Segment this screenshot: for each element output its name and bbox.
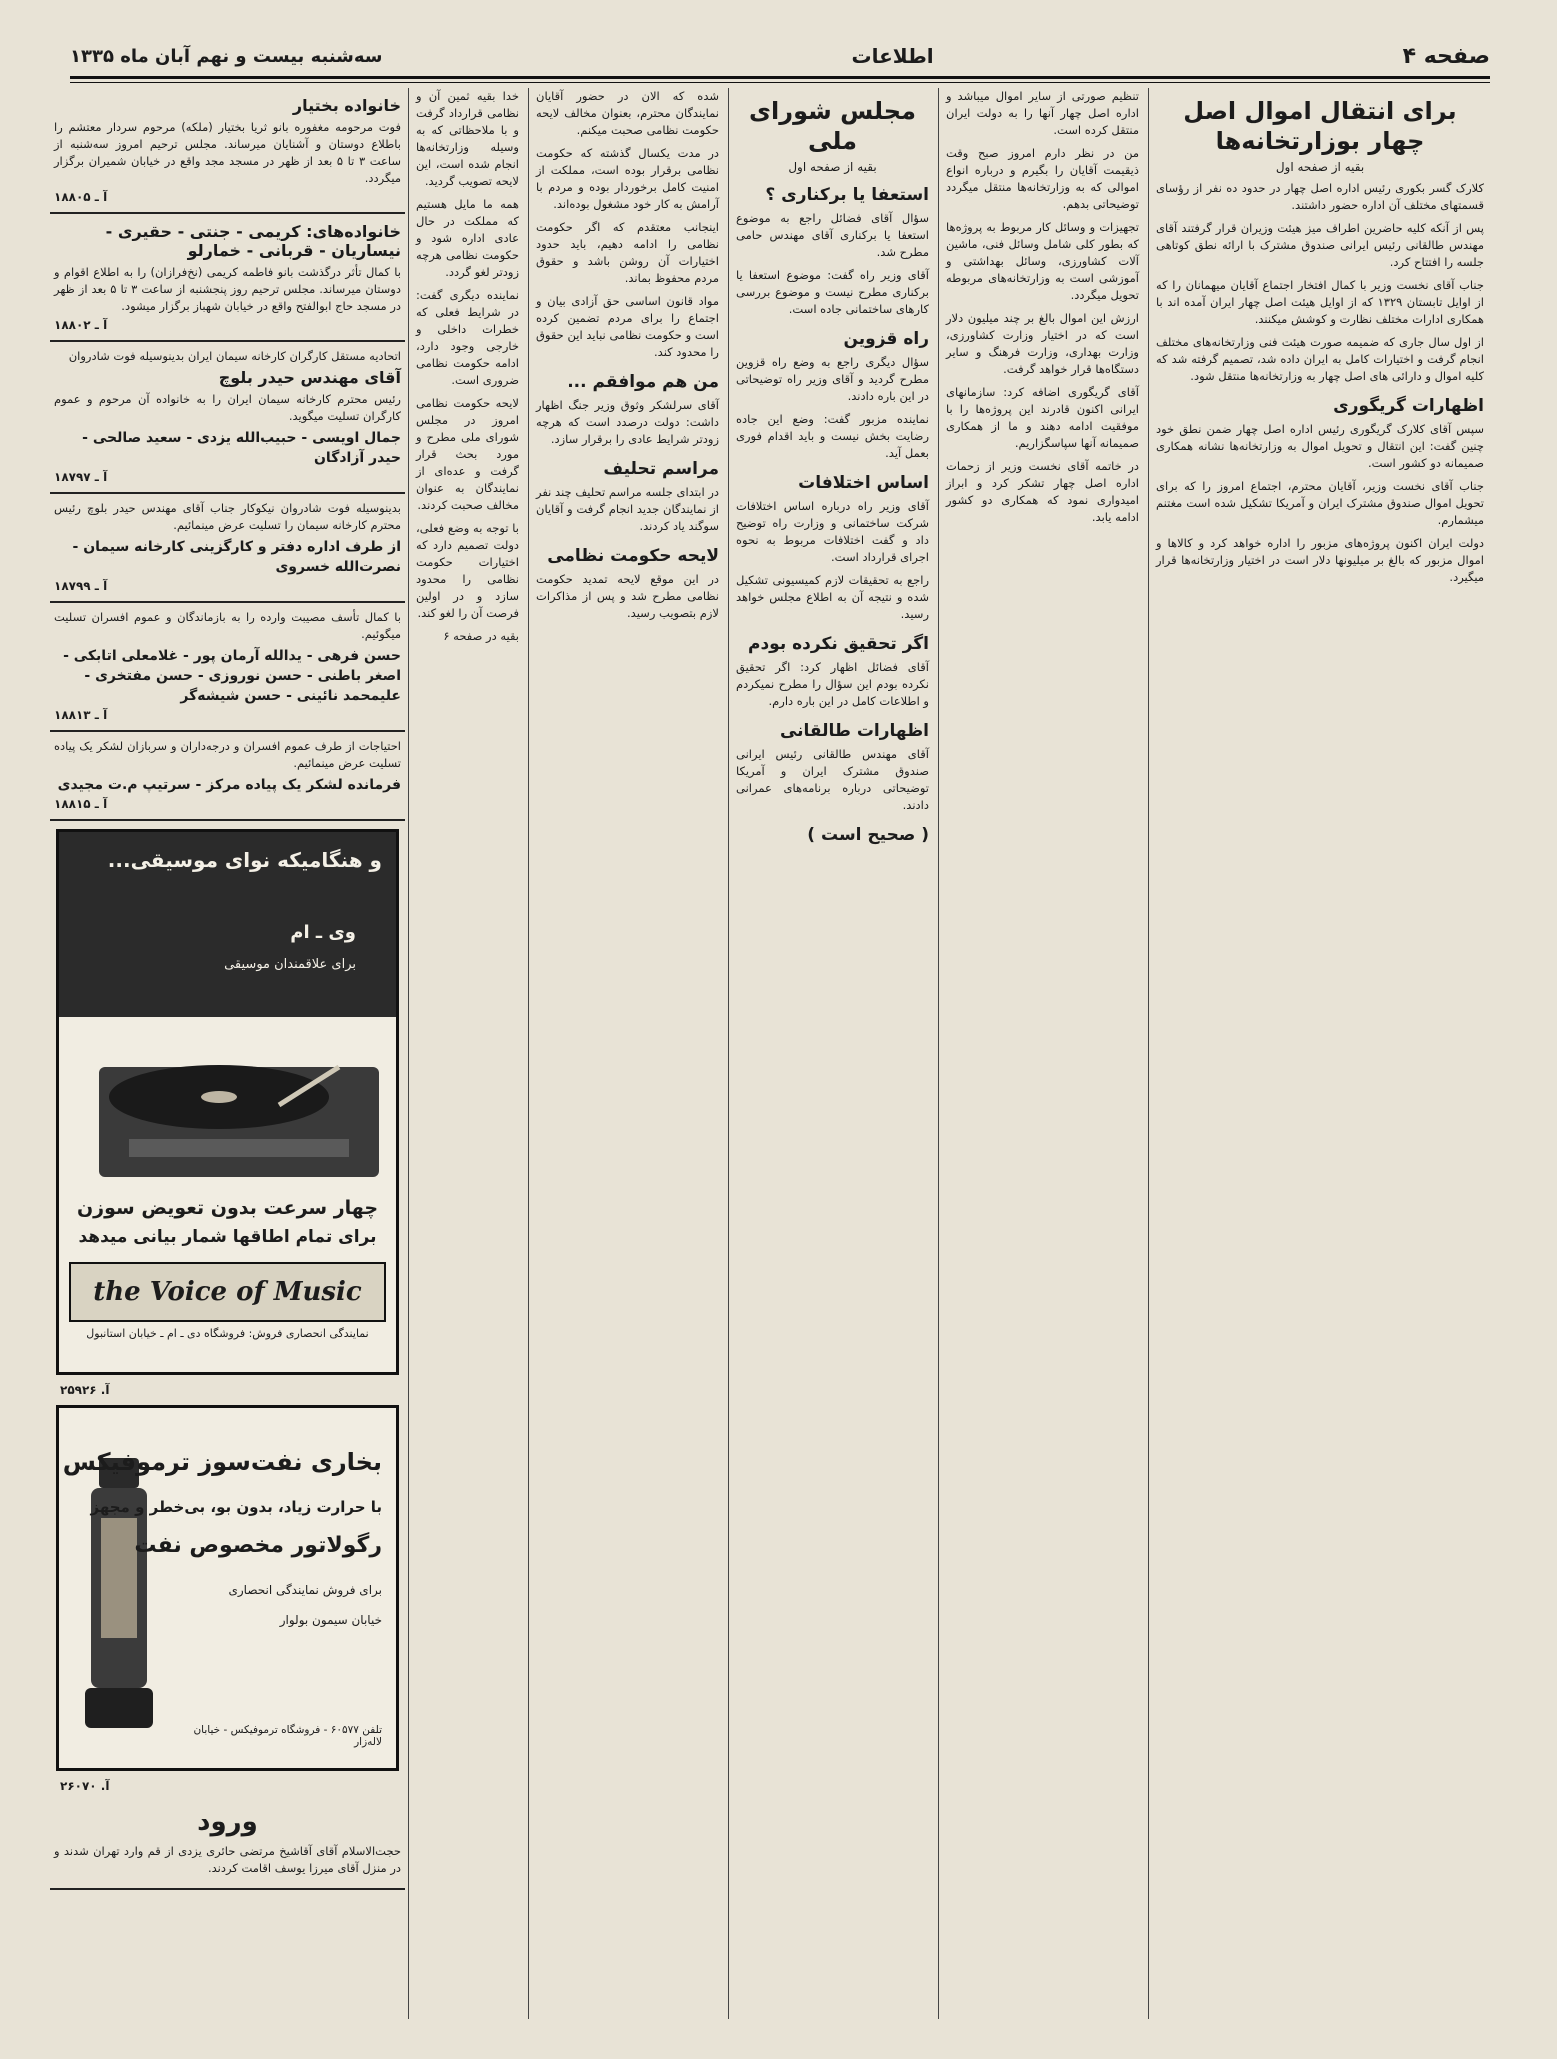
paragraph: ارزش این اموال بالغ بر چند میلیون دلار است که در اختیار وزارت کشاورزی، وزارت بهداری، وزارت فرهنگ و سایر دستگاه‌ها قرار خواهد گرفت.: [946, 311, 1139, 376]
heater-ad: [56, 1405, 399, 1771]
column-main-story: [1150, 88, 1490, 2019]
page-header: [70, 30, 1490, 82]
paragraph: دولت ایران اکنون پروژه‌های مزبور را اداره خواهد کرد و کالاها و اموال مزبور که بالغ بر میلیونها دلار است در اختیار وزارتخانه‌ها قرار میگیرد.: [1156, 536, 1484, 584]
ad-slogan: و هنگامیکه نوای موسیقی...: [107, 848, 382, 872]
ad-line: برای فروش نمایندگی انحصاری: [228, 1583, 382, 1597]
paragraph: سؤال آقای فضائل راجع به موضوع استعفا یا برکناری آقای مهندس حامی مطرح شد.: [736, 211, 929, 259]
subhead-qazvin-road: راه قزوین: [843, 329, 929, 349]
ad-model-sub: برای علاقمندان موسیقی: [224, 957, 356, 972]
notice-code: آ ـ ۱۸۸۰۵: [54, 190, 108, 204]
subhead-correct: ( صحیح است ): [807, 825, 929, 845]
subhead-disagreements: اساس اختلافات: [798, 473, 929, 493]
notice-signatories: جمال اویسی - حبیب‌الله یزدی - سعید صالحی - حیدر آزادگان: [82, 430, 401, 466]
paragraph: آقای فضائل اظهار کرد: اگر تحقیق نکرده بودم این سؤال را مطرح نمیکردم و اطلاعات کامل در این باره دارم.: [736, 660, 929, 708]
paragraph: آقای مهندس طالقانی رئیس ایرانی صندوق مشترک ایران و آمریکا توضیحاتی درباره برنامه‌های عمرانی دادند.: [736, 747, 929, 812]
ad-line: تلفن ۶۰۵۷۷ - فروشگاه ترموفیکس - خیابان لاله‌زار: [193, 1724, 382, 1748]
notice-body: رئیس محترم کارخانه سیمان ایران را به خانواده آن مرحوم و عموم کارگران تسلیت میگوید.: [54, 392, 401, 423]
ad-headline: چهار سرعت بدون تعویض سوزن: [76, 1197, 379, 1219]
subhead-agree: من هم موافقم ...: [567, 372, 719, 392]
notice-title: خانواده‌های: کریمی - جنتی - حقیری - نیساریان - قربانی - خمارلو: [105, 222, 401, 260]
notice-lead: احتیاجات از طرف عموم افسران و درجه‌داران و سربازان لشکر یک پیاده تسلیت عرض مینمائیم.: [54, 739, 401, 770]
ad-model: وی ـ ام: [290, 922, 356, 943]
notice-body: فوت مرحومه مغفوره بانو ثریا بختیار (ملکه) مرحوم سردار معتشم را باطلاع دوستان و آشنایان میرساند. مجلس ترحیم امروز سه‌شنبه از ساعت ۳ تا ۵ بعد از ظهر در مسجد مجد واقع در خیابان شمیران برگزار میگردد.: [54, 120, 401, 185]
condolence-notice: [50, 732, 405, 821]
notice-code: آ ـ ۱۸۸۰۲: [54, 318, 108, 332]
column-divider: [938, 88, 939, 2019]
paragraph: در خاتمه آقای نخست وزیر از زحمات اداره اصل چهار تشکر کرد و ابراز امیدواری نمود که همکاری دو کشور ادامه یابد.: [946, 459, 1139, 524]
paragraph: آقای سرلشکر وثوق وزیر جنگ اظهار داشت: دولت درصدد است که هرچه زودتر شرایط عادی را برقرار سازد.: [536, 398, 719, 446]
notice-body: با کمال تأثر درگذشت بانو فاطمه کریمی (نخ‌فرازان) را به اطلاع اقوام و دوستان میرساند. مجلس ترحیم روز پنجشنبه از ساعت ۳ تا ۵ بعد از ظهر در مسجد حاج ابوالفتح واقع در خیابان شهباز برگزار میشود.: [54, 265, 401, 313]
heater-illustration: [79, 1448, 159, 1748]
paragraph: همه ما مایل هستیم که مملکت در حال عادی اداره شود و حکومت نظامی هرچه زودتر لغو گردد.: [416, 197, 519, 279]
notice-signatories: حسن فرهی - یدالله آرمان پور - غلامعلی اتابکی - اصغر باطنی - حسن نوروزی - حسن مفتخری - علیمحمد نائینی - حسن شیشه‌گر: [63, 648, 401, 704]
paragraph: نماینده مزبور گفت: وضع این جاده رضایت بخش نیست و باید اقدام فوری بعمل آید.: [736, 412, 929, 460]
notice-lead: با کمال تأسف مصیبت وارده را به بازماندگان و عموم افسران تسلیت میگوئیم.: [54, 610, 401, 641]
paragraph: تجهیزات و وسائل کار مربوط به پروژه‌ها که بطور کلی شامل وسائل فنی، ماشین آلات کشاورزی، وسائل بهداشتی و آموزشی است به وزارتخانه‌های مربوطه تحویل میگردد.: [946, 220, 1139, 302]
obituary-notice: [50, 88, 405, 214]
column-martial-law-continued: [410, 88, 525, 2019]
subhead-investigation: اگر تحقیق نکرده بودم: [747, 634, 929, 654]
paragraph: تنظیم صورتی از سایر اموال میباشد و اداره اصل چهار آنها را به دولت ایران منتقل کرده است.: [946, 89, 1139, 137]
paragraph: شده که الان در حضور آقایان نمایندگان محترم، بعنوان مخالف لایحه حکومت نظامی صحبت میکنم.: [536, 89, 719, 137]
notice-name: آقای مهندس حیدر بلوچ: [218, 368, 401, 387]
subhead-gregory: اظهارات گریگوری: [1333, 396, 1484, 416]
notice-lead: بدینوسیله فوت شادروان نیکوکار جناب آقای مهندس حیدر بلوچ رئیس محترم کارخانه سیمان را تسلیت عرض مینمائیم.: [54, 501, 401, 532]
paragraph: سپس آقای کلارک گریگوری رئیس اداره اصل چهار ضمن نطق خود چنین گفت: این انتقال و تحویل اموال به وزارتخانه‌ها نشانه همکاری صمیمانه دو کشور است.: [1156, 422, 1484, 470]
ad-line: خیابان سیمون بولوار: [279, 1613, 382, 1627]
continued-label: بقیه از صفحه اول: [788, 160, 877, 174]
heater-base: [85, 1688, 153, 1728]
notice-code: آ ـ ۱۸۸۱۵: [54, 797, 108, 811]
header-rule-thin: [70, 82, 1490, 83]
paragraph: نماینده دیگری گفت: در شرایط فعلی که خطرات داخلی و خارجی وجود دارد، ادامه حکومت نظامی ضروری است.: [416, 288, 519, 387]
turntable-front: [129, 1139, 349, 1157]
arrival-notice: [50, 1795, 405, 1890]
ad-code: آ. ۲۵۹۲۶: [60, 1383, 110, 1397]
paragraph: پس از آنکه کلیه حاضرین اطراف میز هیئت وزیران قرار گرفتند آقای مهندس طالقانی رئیس ایرانی صندوق مشترک با ارائه نطق کوتاهی جلسه را افتتاح کرد.: [1156, 221, 1484, 269]
headline-parliament: مجلس شورای ملی: [749, 97, 916, 155]
column-story-continued: [940, 88, 1145, 2019]
column-notices-ads: [50, 88, 405, 2019]
heater-window: [101, 1518, 137, 1638]
voice-of-music-logo: the Voice of Music: [69, 1262, 386, 1322]
notice-signatories: از طرف اداره دفتر و کارگزینی کارخانه سیمان - نصرت‌الله خسروی: [72, 539, 401, 575]
continued-label: بقیه از صفحه اول: [1275, 160, 1365, 174]
ad-title: بخاری نفت‌سوز ترموفیکس: [62, 1448, 382, 1476]
column-divider: [1148, 88, 1149, 2019]
ad-line: رگولاتور مخصوص نفت: [134, 1533, 382, 1558]
headline-asset-transfer: برای انتقال اموال اصل چهار بوزارتخانه‌ها: [1183, 97, 1457, 155]
notice-lead: اتحادیه مستقل کارگران کارخانه سیمان ایران بدینوسیله فوت شادروان: [68, 349, 401, 363]
subhead-taleghani: اظهارات طالقانی: [779, 721, 929, 741]
paragraph: کلارک گسر بکوری رئیس اداره اصل چهار در حدود ده نفر از رؤسای قسمتهای مختلف آن اداره حضور داشتند.: [1156, 181, 1484, 212]
subhead-resignation: استعفا یا برکناری ؟: [765, 185, 929, 205]
arrival-title: ورود: [197, 1807, 258, 1837]
header-rule: [70, 76, 1490, 79]
issue-date: سه‌شنبه بیست و نهم آبان ماه ۱۳۳۵: [70, 45, 383, 67]
paragraph: آقای گریگوری اضافه کرد: سازمانهای ایرانی اکنون قادرند این پروژه‌ها را با موفقیت ادامه دهند و ما از همکاری صمیمانه آنها سپاسگزاریم.: [946, 385, 1139, 450]
paragraph: لایحه حکومت نظامی امروز در مجلس شورای ملی مطرح و مورد بحث قرار گرفت و عده‌ای از نمایندگان به عنوان مخالف صحبت کردند.: [416, 396, 519, 512]
condolence-notice: [50, 603, 405, 732]
obituary-notice: [50, 214, 405, 342]
notice-title: خانواده بختیار: [292, 96, 401, 115]
newspaper-name: اطلاعات: [851, 44, 934, 68]
paragraph: آقای وزیر راه گفت: موضوع استعفا یا برکناری مطرح نیست و موضوع بررسی کارهای ساختمانی جاده است.: [736, 268, 929, 316]
paragraph: اینجانب معتقدم که اگر حکومت نظامی را ادامه دهیم، باید حدود اختیارات آن روشن باشد و حقوق مردم محفوظ بماند.: [536, 220, 719, 285]
paragraph: مواد قانون اساسی حق آزادی بیان و اجتماع را برای مردم تضمین کرده است و حکومت نظامی نباید این حقوق را محدود کند.: [536, 294, 719, 359]
column-divider: [408, 88, 409, 2019]
notice-signatories: فرمانده لشکر یک پیاده مرکز - سرتیپ م.ت مجیدی: [57, 777, 401, 793]
record-player-ad: [56, 829, 399, 1375]
column-parliament: [730, 88, 935, 2019]
ad-headline-2: برای تمام اطاقها شمار بیانی میدهد: [78, 1227, 377, 1247]
paragraph: آقای وزیر راه درباره اساس اختلافات شرکت ساختمانی و وزارت راه توضیح داد و گفت اختلافات مربوط به نحوه اجرای قرارداد است.: [736, 499, 929, 564]
paragraph: سؤال دیگری راجع به وضع راه قزوین مطرح گردید و آقای وزیر راه توضیحاتی در این باره دادند.: [736, 355, 929, 403]
turntable-illustration: [89, 1027, 389, 1187]
arrival-body: حجت‌الاسلام آقای آقاشیخ مرتضی حائری یزدی از قم وارد تهران شدند و در منزل آقای میرزا یوسف اقامت کردند.: [54, 1844, 401, 1875]
paragraph: خدا بقیه ثمین آن و نظامی قرارداد گرفت و با ملاحظاتی که به وسیله وزارتخانه‌ها انجام شده است، این لایحه تصویب گردید.: [416, 89, 519, 188]
paragraph: جناب آقای نخست وزیر با کمال افتخار اجتماع آقایان میهمانان را که از اوایل تابستان ۱۳۲۹ که از اوایل هیئت اصل چهار ایران آمده اند با همکاری ادارات مختلف نظارت و کوشش میکنند.: [1156, 278, 1484, 326]
ad-dark-panel: [59, 832, 396, 1017]
ad-dealer: نمایندگی انحصاری فروش: فروشگاه دی ـ ام ـ خیابان استانبول: [86, 1327, 369, 1340]
paragraph: راجع به تحقیقات لازم کمیسیونی تشکیل شده و نتیجه آن به اطلاع مجلس خواهد رسید.: [736, 573, 929, 621]
column-divider: [728, 88, 729, 2019]
paragraph: جناب آقای نخست وزیر، آقایان محترم، اجتماع امروز را که برای تحویل اموال صندوق مشترک ایران و آمریکا تشکیل شده است مغتنم میشمارم.: [1156, 479, 1484, 527]
column-martial-law: [530, 88, 725, 2019]
paragraph: با توجه به وضع فعلی، دولت تصمیم دارد که اختیارات حکومت نظامی را محدود سازد و در اولین فرصت آن را لغو کند.: [416, 521, 519, 620]
subhead-martial-law-bill: لایحه حکومت نظامی: [547, 546, 719, 566]
column-divider: [528, 88, 529, 2019]
paragraph: از اول سال جاری که ضمیمه صورت هیئت فنی وزارتخانه‌های مختلف انجام گرفت و اختیارات کامل به ایران داده شد، تصمیم گرفته شد که کلیه اموال و دارائی های اصل چهار به وزارتخانه‌ها منتقل شود.: [1156, 335, 1484, 383]
ad-line: با حرارت زیاد، بدون بو، بی‌خطر و مجهز: [90, 1498, 382, 1516]
notice-code: آ ـ ۱۸۸۱۳: [54, 708, 108, 722]
record-label: [201, 1091, 237, 1103]
ad-code: آ. ۲۶۰۷۰: [60, 1779, 110, 1793]
paragraph: در مدت یکسال گذشته که حکومت نظامی برقرار بوده است، مملکت از امنیت کامل برخوردار بوده و مردم با آرامش به کار خود مشغول بوده‌اند.: [536, 146, 719, 211]
notice-code: آ ـ ۱۸۷۹۹: [54, 579, 108, 593]
subhead-oath: مراسم تحلیف: [603, 459, 719, 479]
condolence-notice: [50, 494, 405, 603]
paragraph: در این موقع لایحه تمدید حکومت نظامی مطرح شد و پس از مذاکرات لازم بتصویب رسید.: [536, 572, 719, 620]
condolence-notice: [50, 342, 405, 494]
notice-code: آ ـ ۱۸۷۹۷: [54, 470, 108, 484]
paragraph: من در نظر دارم امروز صبح وقت ذیقیمت آقایان را بگیرم و درباره انواع اموالی که به وزارتخانه‌ها منتقل میگردد توضیحاتی بدهم.: [946, 146, 1139, 211]
page-number: صفحه ۴: [1402, 43, 1490, 69]
paragraph: در ابتدای جلسه مراسم تحلیف چند نفر از نمایندگان جدید انجام گرفت و آقایان سوگند یاد کردند.: [536, 485, 719, 533]
paragraph: بقیه در صفحه ۶: [443, 629, 519, 643]
